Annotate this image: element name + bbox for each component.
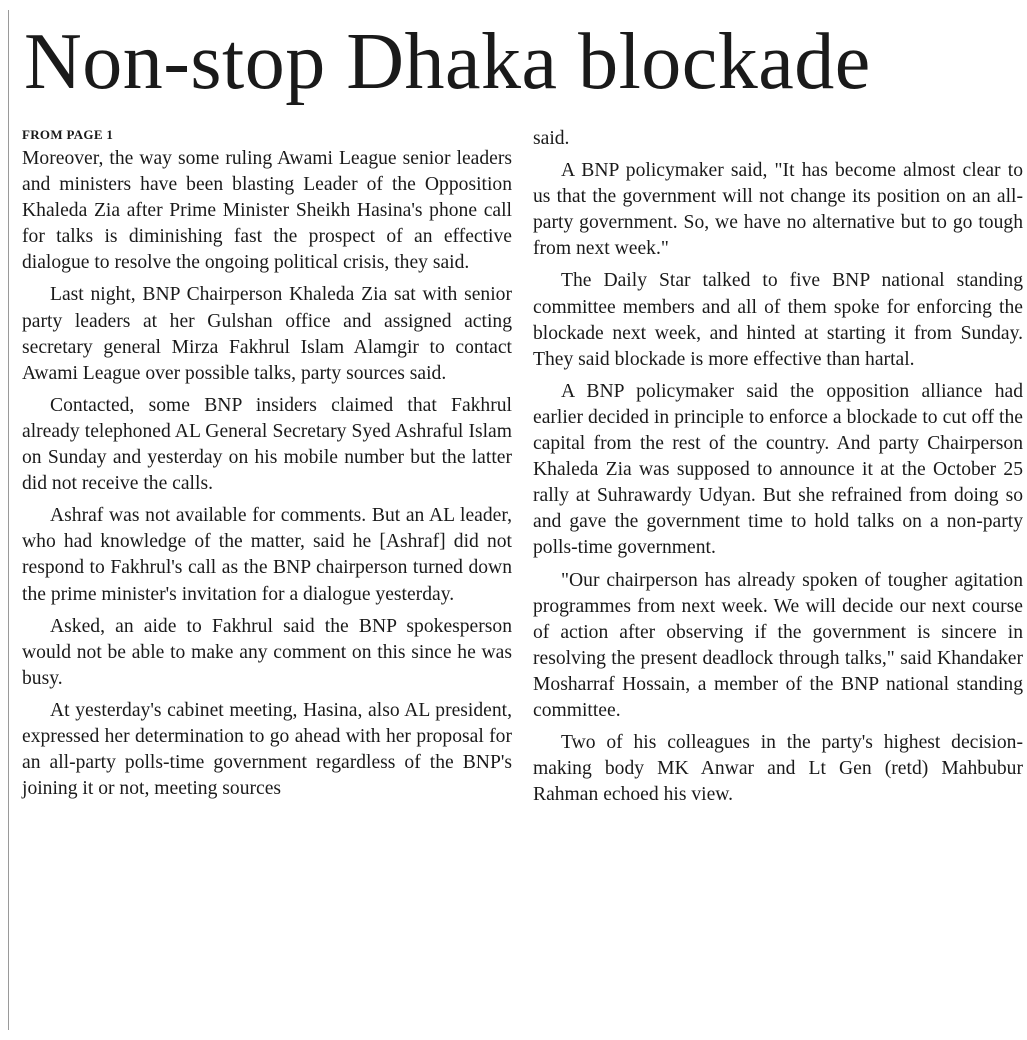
- paragraph: "Our chairperson has already spoken of tougher agitation programmes from next week. We will decide our next course of action after observing if the government is sincere in resolving the present deadlock through talks," said Khandaker Mosharraf Hossain, a member of the BNP national standing committee.: [533, 569, 1023, 721]
- paragraph: Moreover, the way some ruling Awami League senior leaders and ministers have been blasting Leader of the Opposition Khaleda Zia after Prime Minister Sheikh Hasina's phone call for talks is diminishing fast the prospect of an effective dialogue to resolve the ongoing political crisis, they said.: [22, 148, 512, 274]
- paragraph: Last night, BNP Chairperson Khaleda Zia sat with senior party leaders at her Gulshan office and assigned acting secretary general Mirza Fakhrul Islam Alamgir to contact Awami League over possible talks, party sources said.: [22, 284, 512, 384]
- article-column-right: [533, 126, 1023, 814]
- paragraph: The Daily Star talked to five BNP national standing committee members and all of them spoke for enforcing the blockade next week, and hinted at starting it from Sunday. They said blockade is more effective than hartal.: [533, 270, 1023, 370]
- paragraph: Asked, an aide to Fakhrul said the BNP spokesperson would not be able to make any comment on this since he was busy.: [22, 615, 512, 689]
- paragraph: Contacted, some BNP insiders claimed that Fakhrul already telephoned AL General Secretary Syed Ashraful Islam on Sunday and yesterday on his mobile number but the latter did not receive the calls.: [22, 394, 512, 495]
- paragraph: A BNP policymaker said, "It has become almost clear to us that the government will not change its position on an all-party government. So, we have no alternative but to go tough from next week.": [533, 160, 1023, 260]
- paragraph: said.: [533, 128, 570, 149]
- continuation-kicker: FROM PAGE 1: [22, 127, 114, 142]
- headline: Non-stop Dhaka blockade: [24, 18, 871, 106]
- column-rule: [8, 10, 9, 1030]
- paragraph: Ashraf was not available for comments. But an AL leader, who had knowledge of the matter, said he [Ashraf] did not respond to Fakhrul's call as the BNP chairperson turned down the prime minister's invitation for a dialogue yesterday.: [22, 505, 512, 605]
- paragraph: Two of his colleagues in the party's highest decision-making body MK Anwar and Lt Gen (retd) Mahbubur Rahman echoed his view.: [533, 732, 1023, 806]
- paragraph: At yesterday's cabinet meeting, Hasina, also AL president, expressed her determination to go ahead with her proposal for an all-party polls-time government regardless of the BNP's joining it or not, meeting sources: [22, 699, 512, 800]
- article-column-left: [22, 126, 512, 808]
- paragraph: A BNP policymaker said the opposition alliance had earlier decided in principle to enforce a blockade to cut off the capital from the rest of the country. And party Chairperson Khaleda Zia was supposed to announce it at the October 25 rally at Suhrawardy Udyan. But she refrained from doing so and gave the government time to hold talks on a non-party polls-time government.: [533, 380, 1023, 559]
